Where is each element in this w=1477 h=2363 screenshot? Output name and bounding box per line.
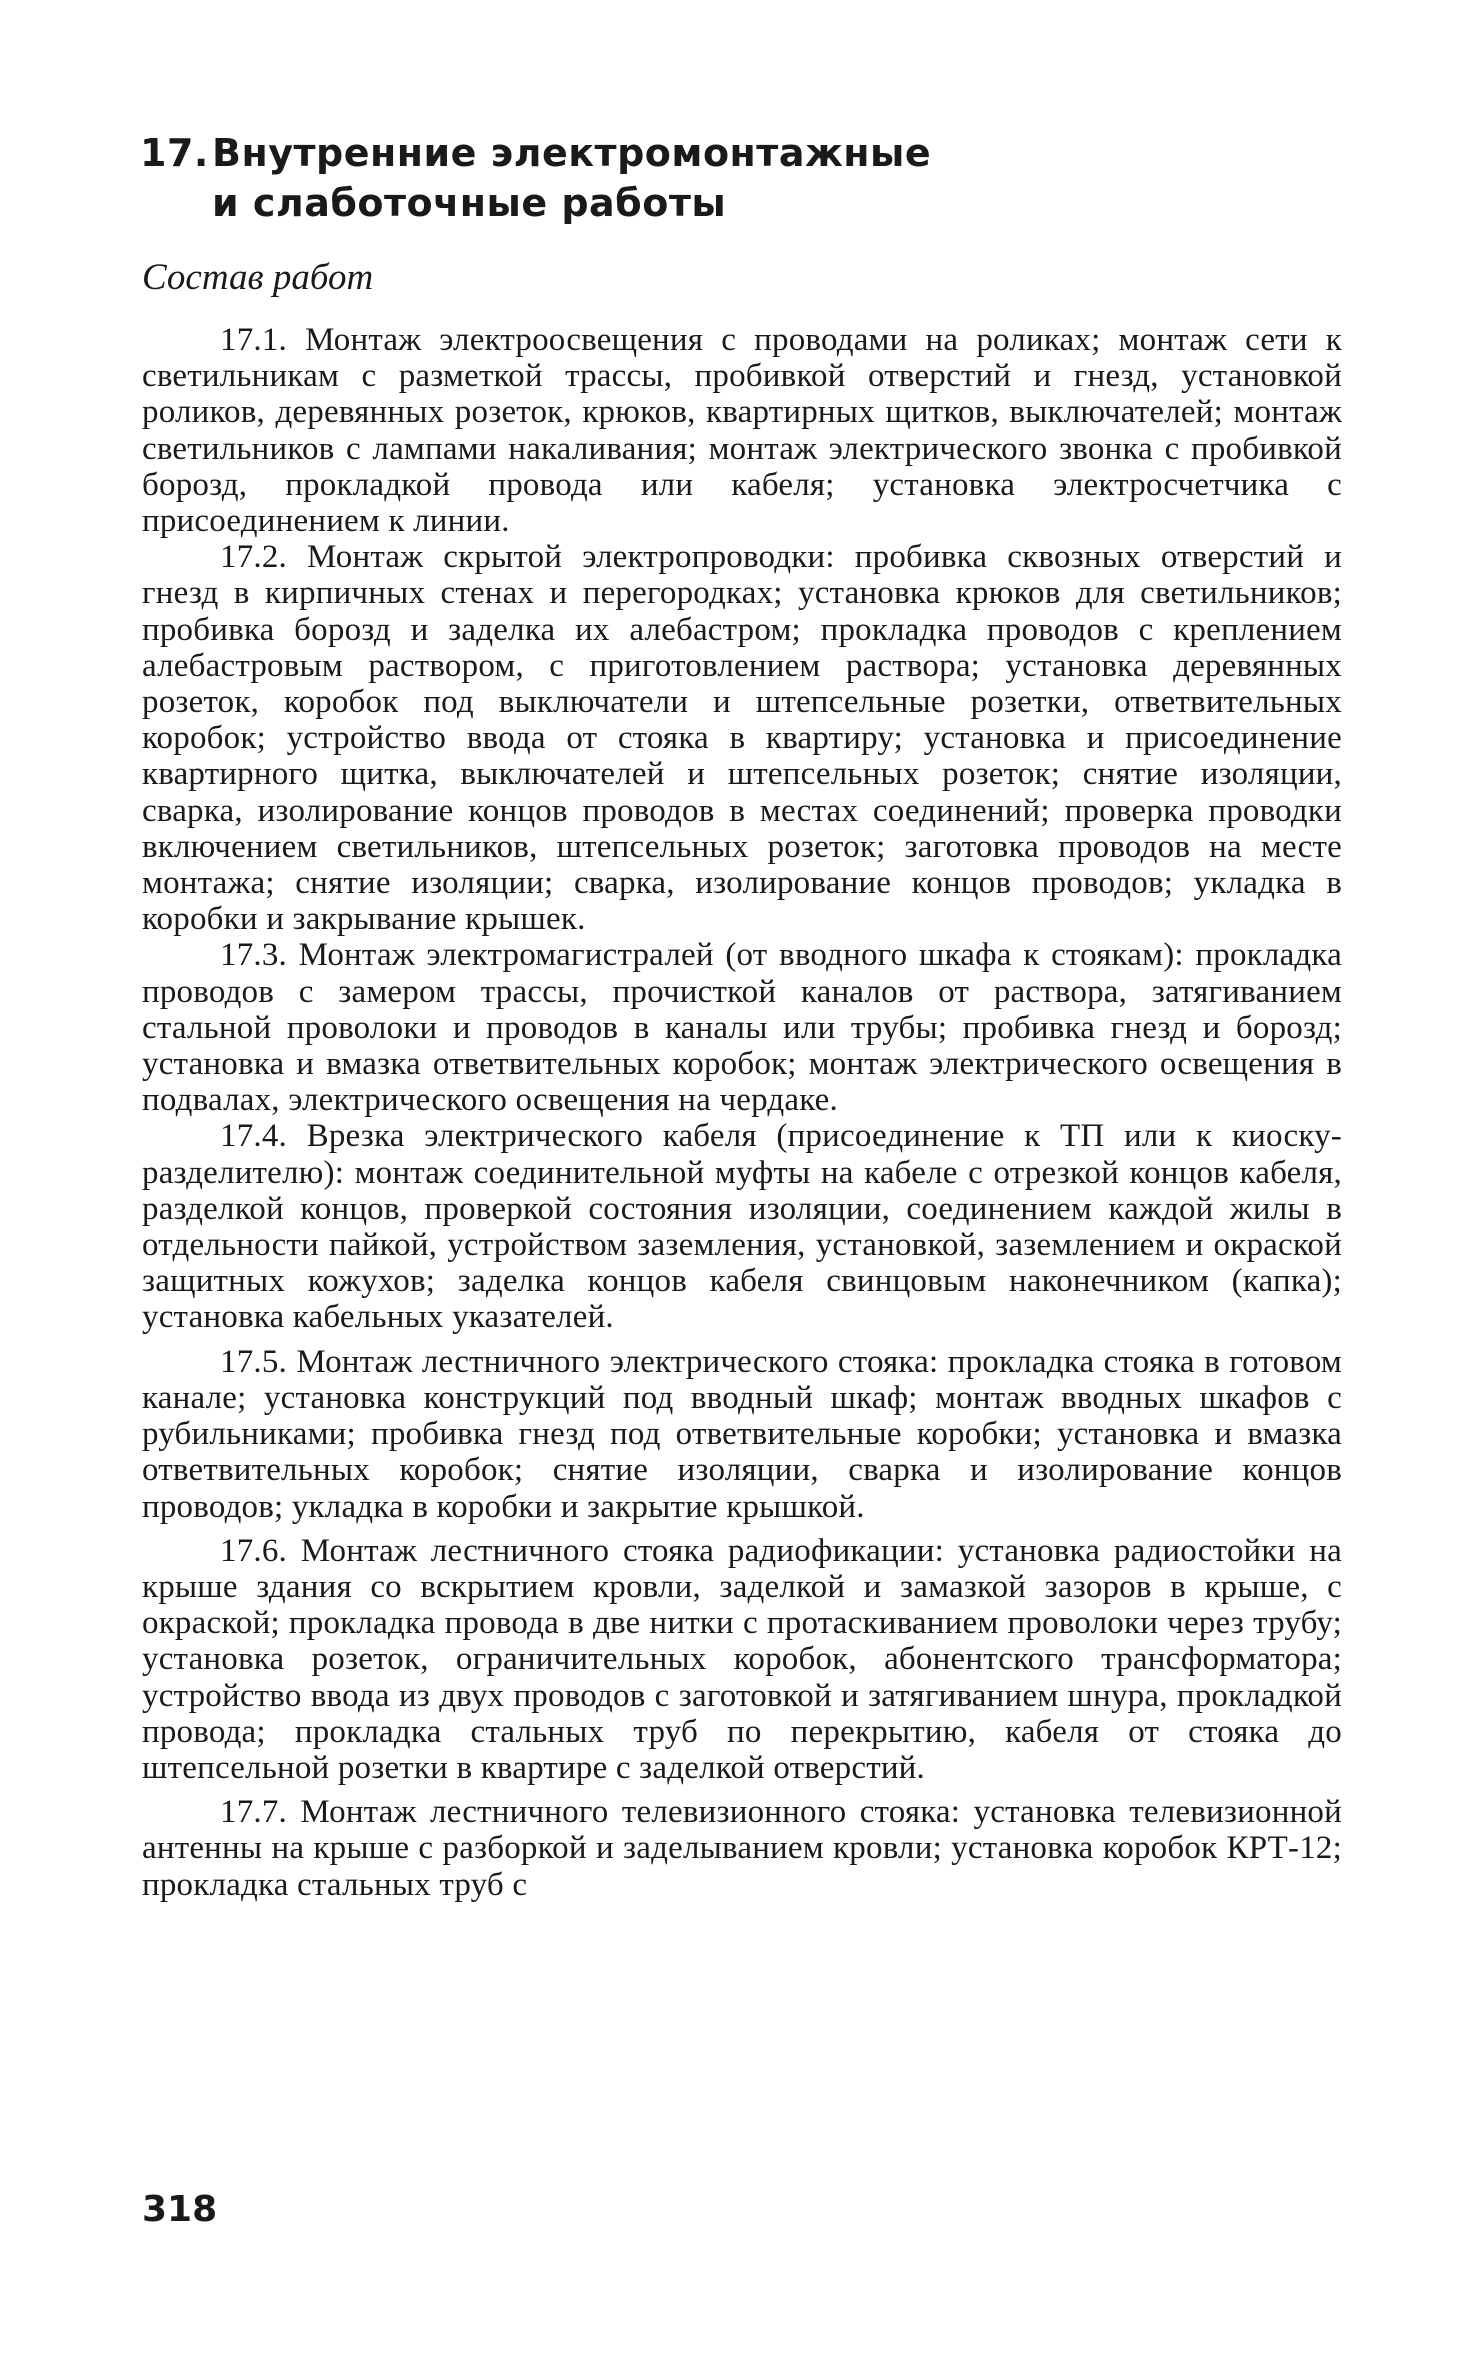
paragraph-17-5: 17.5. Монтаж лестничного электрического стояка: прокладка стояка в готовом канале; установка конструкций под вводный шкаф; монтаж вводных шкафов с рубильниками; пробивка гнезд под ответвительные коробки; установка и вмазка ответвительных коробок; снятие изоляции, сварка и изолирование концов проводов; укладка в коробки и закрытие крышкой. <box>142 1343 1342 1525</box>
section-number: 17. <box>140 131 209 175</box>
body-text <box>142 322 1342 1903</box>
paragraph-17-4: 17.4. Врезка электрического кабеля (присоединение к ТП или к киоску-разделителю): монтаж соединительной муфты на кабеле с отрезкой концов кабеля, разделкой концов, проверкой состояния изоляции, соединением каждой жилы в отдельности пайкой, устройством заземления, установкой, заземлением и окраской защитных кожухов; заделка концов кабеля свинцовым наконечником (капка); установка кабельных указателей. <box>142 1118 1342 1336</box>
paragraph-17-6: 17.6. Монтаж лестничного стояка радиофикации: установка радиостойки на крыше здания со вскрытием кровли, заделкой и замазкой зазоров в крыше, с окраской; прокладка провода в две нитки с протаскиванием проволоки через трубу; установка розеток, ограничительных коробок, абонентского трансформатора; устройство ввода из двух проводов с заготовкой и затягиванием шнура, прокладкой провода; прокладка стальных труб по перекрытию, кабеля от стояка до штепсельной розетки в квартире с заделкой отверстий. <box>142 1532 1342 1786</box>
section-heading <box>140 128 1040 228</box>
paragraph-17-2: 17.2. Монтаж скрытой электропроводки: пробивка сквозных отверстий и гнезд в кирпичных стенах и перегородках; установка крюков для светильников; пробивка борозд и заделка их алебастром; прокладка проводов с креплением алебастровым раствором, с приготовлением раствора; установка деревянных розеток, коробок под выключатели и штепсельные розетки, ответвительных коробок; устройство ввода от стояка в квартиру; установка и присоединение квартирного щитка, выключателей и штепсельных розеток; снятие изоляции, сварка, изолирование концов проводов в местах соединений; проверка проводки включением светильников, штепсельных розеток; заготовка проводов на месте монтажа; снятие изоляции; сварка, изолирование концов проводов; укладка в коробки и закрывание крышек. <box>142 539 1342 938</box>
paragraph-17-7: 17.7. Монтаж лестничного телевизионного стояка: установка телевизионной антенны на крыше с разборкой и заделыванием кровли; установка коробок КРТ-12; прокладка стальных труб с <box>142 1794 1342 1903</box>
page-number: 318 <box>142 2189 218 2230</box>
section-title-line2: и слаботочные работы <box>212 181 727 225</box>
section-title-line1: Внутренние электромонтажные <box>212 131 932 175</box>
subsection-title: Состав работ <box>142 257 374 298</box>
paragraph-17-1: 17.1. Монтаж электроосвещения с проводами на роликах; монтаж сети к светильникам с разметкой трассы, пробивкой отверстий и гнезд, установкой роликов, деревянных розеток, крюков, квартирных щитков, выключателей; монтаж светильников с лампами накаливания; монтаж электрического звонка с пробивкой борозд, прокладкой провода или кабеля; установка электросчетчика с присоединением к линии. <box>142 322 1342 540</box>
paragraph-17-3: 17.3. Монтаж электромагистралей (от вводного шкафа к стоякам): прокладка проводов с замером трассы, прочисткой каналов от раствора, затягиванием стальной проволоки и проводов в каналы или трубы; пробивка гнезд и борозд; установка и вмазка ответвительных коробок; монтаж электрического освещения в подвалах, электрического освещения на чердаке. <box>142 937 1342 1119</box>
